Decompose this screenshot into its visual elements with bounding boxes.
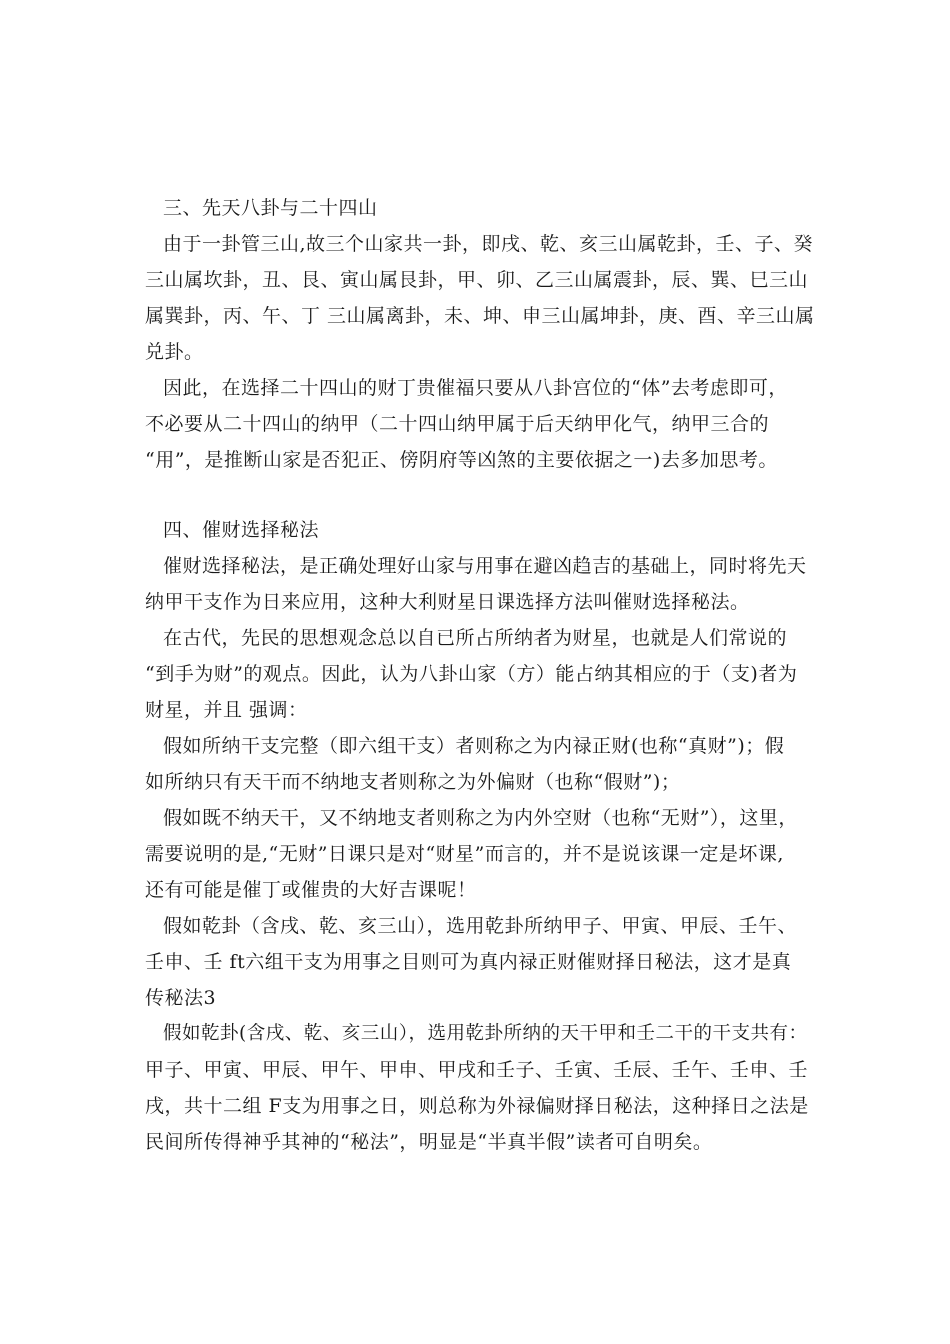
section4-p3-line1: 假如所纳干支完整（即六组干支）者则称之为内禄正财(也称“真财”)；假	[163, 735, 785, 757]
section3-heading: 三、先天八卦与二十四山	[163, 197, 378, 219]
section4-p5-line3: 传秘法3	[145, 987, 217, 1009]
section4-p6-line4: 民间所传得神乎其神的“秘法”，明显是“半真半假”读者可自明矣。	[145, 1131, 713, 1153]
section3-p2-line2: 不必要从二十四山的纳甲（二十四山纳甲属于后天纳甲化气，纳甲三合的	[145, 413, 770, 435]
section4-p1-line1: 催财选择秘法，是正确处理好山家与用事在避凶趋吉的基础上，同时将先天	[163, 555, 807, 577]
section3-p1-line3: 属巽卦，丙、午、丁 三山属离卦，未、坤、申三山属坤卦，庚、酉、辛三山属	[145, 305, 815, 327]
section4-heading: 四、催财选择秘法	[163, 519, 320, 541]
section4-p4-line2: 需要说明的是,“无财”日课只是对“财星”而言的，并不是说该课一定是坏课,	[145, 843, 784, 865]
section3-p1-line1: 由于一卦管三山,故三个山家共一卦，即戌、乾、亥三山属乾卦，壬、子、癸	[163, 233, 814, 255]
section4-p4-line1: 假如既不纳天干，又不纳地支者则称之为内外空财（也称“无财”），这里，	[163, 807, 798, 829]
section4-p5-line2: 壬申、壬 ft六组干支为用事之目则可为真内禄正财催财择日秘法，这才是真	[145, 951, 792, 973]
section4-p2-line1: 在古代，先民的思想观念总以自已所占所纳者为财星，也就是人们常说的	[163, 627, 788, 649]
section4-p3-line2: 如所纳只有天干而不纳地支者则称之为外偏财（也称“假财”)；	[145, 771, 681, 793]
section4-p6-line2: 甲子、甲寅、甲辰、甲午、甲申、甲戌和壬子、壬寅、壬辰、壬午、壬申、壬	[145, 1059, 809, 1081]
section3-p2-line3: “用”，是推断山家是否犯正、傍阴府等凶煞的主要依据之一)去多加思考。	[145, 449, 778, 471]
section4-p1-line2: 纳甲干支作为日来应用，这种大利财星日课选择方法叫催财选择秘法。	[145, 591, 750, 613]
section4-p2-line2: “到手为财”的观点。因此，认为八卦山家（方）能占纳其相应的于（支)者为	[145, 663, 798, 685]
section3-p2-line1: 因此，在选择二十四山的财丁贵催福只要从八卦宫位的“体”去考虑即可，	[163, 377, 788, 399]
section3-p1-line4: 兑卦。	[145, 341, 204, 363]
section3-p1-line2: 三山属坎卦，丑、艮、寅山属艮卦，甲、卯、乙三山属震卦，辰、巽、巳三山	[145, 269, 809, 291]
section4-p5-line1: 假如乾卦（含戌、乾、亥三山），选用乾卦所纳甲子、甲寅、甲辰、壬午、	[163, 915, 798, 937]
section4-p6-line3: 戌，共十二组 F支为用事之日，则总称为外禄偏财择日秘法，这种择日之法是	[145, 1095, 809, 1117]
section4-p2-line3: 财星，并且 强调：	[145, 699, 308, 721]
section4-p6-line1: 假如乾卦(含戌、乾、亥三山），选用乾卦所纳的天干甲和壬二干的干支共有：	[163, 1023, 808, 1044]
section4-p4-line3: 还有可能是催丁或催贵的大好吉课呢！	[145, 879, 477, 901]
